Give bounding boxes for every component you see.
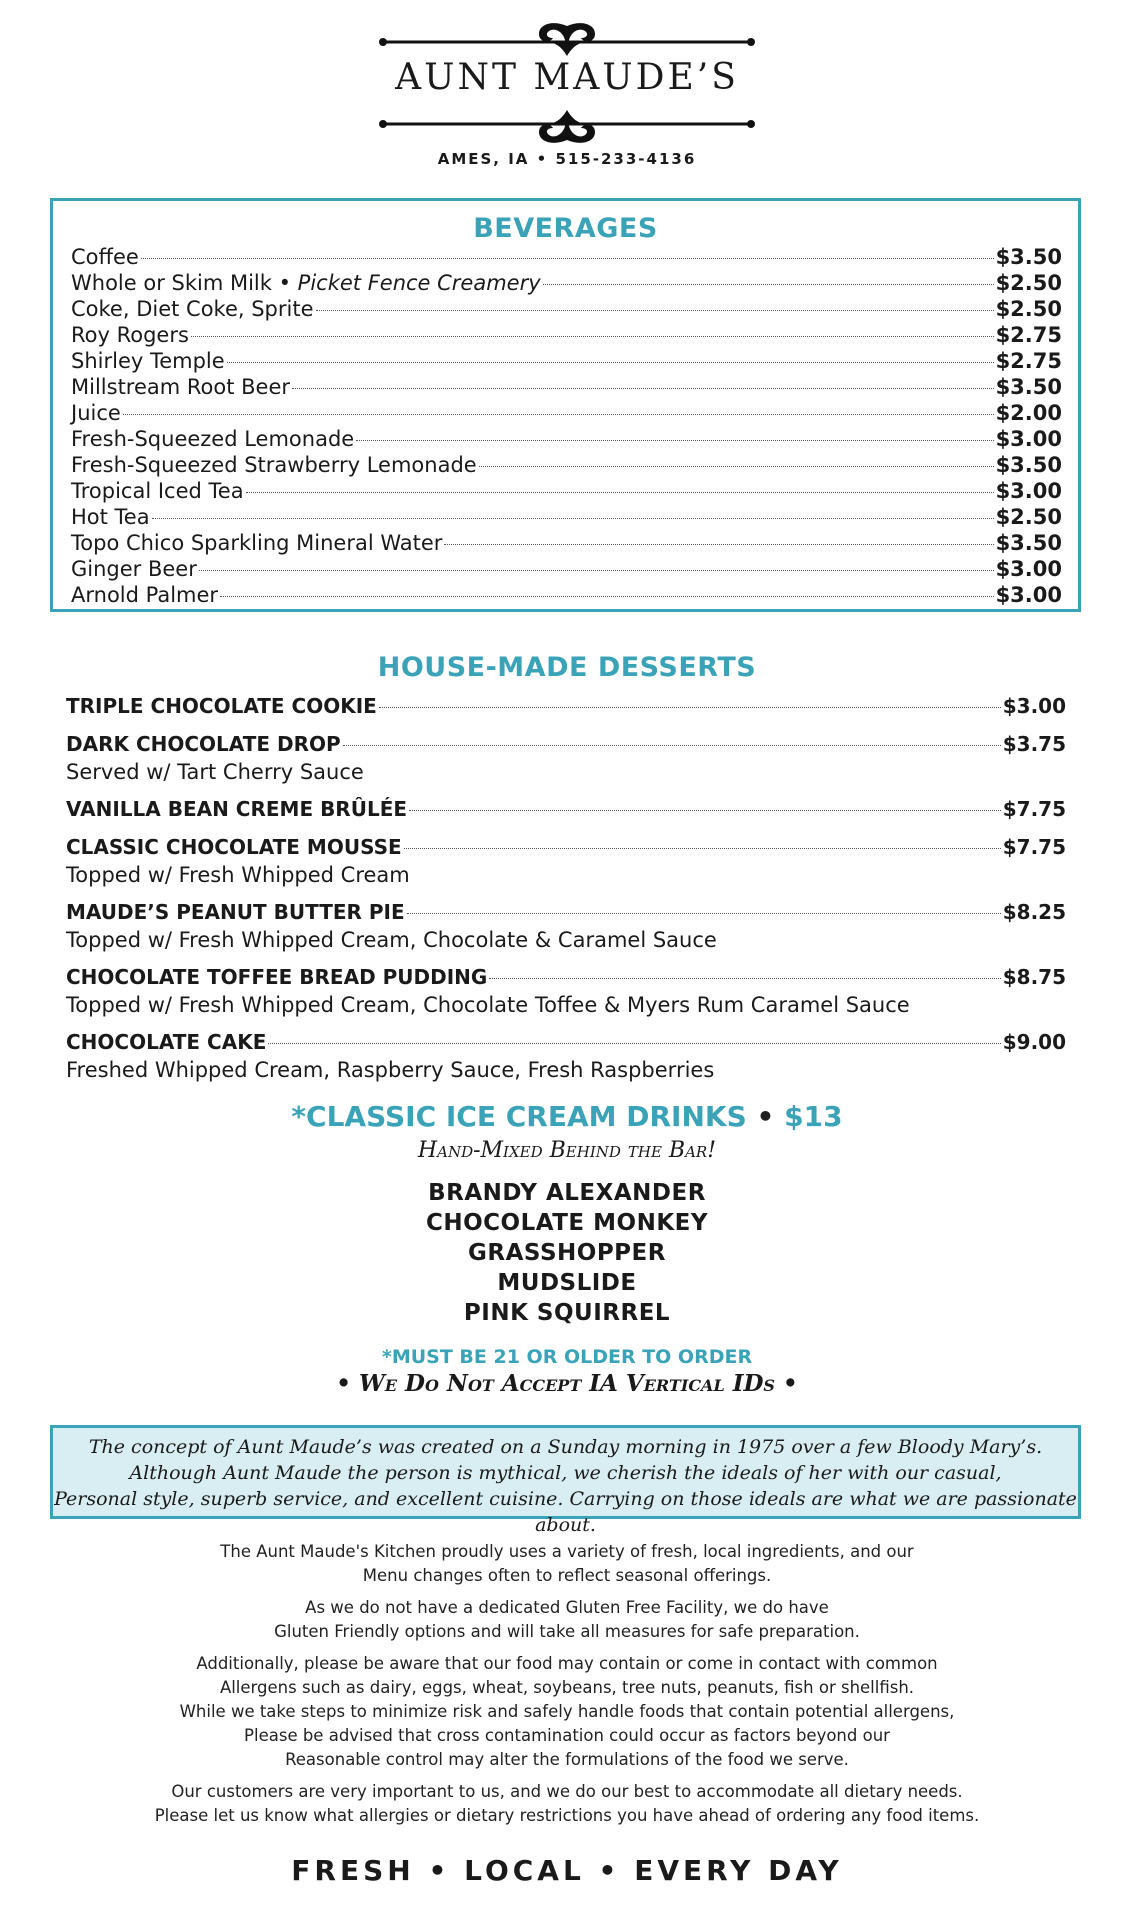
beverage-name: Fresh-Squeezed Lemonade (71, 427, 355, 451)
beverage-price: $3.50 (995, 245, 1062, 269)
logo (0, 18, 1134, 100)
kitchen-notes (0, 1540, 1134, 1836)
dessert-row (66, 1030, 1066, 1057)
beverage-price: $2.75 (995, 323, 1062, 347)
ice-cream-subtitle: Hand-Mixed Behind the Bar! (417, 1138, 717, 1163)
dessert-item (66, 965, 1066, 1019)
dessert-price: $8.75 (1002, 965, 1066, 989)
dessert-item (66, 835, 1066, 889)
notes-line: While we take steps to minimize risk and safely handle foods that contain potential allergens, (179, 1702, 955, 1721)
dessert-name: CHOCOLATE TOFFEE BREAD PUDDING (66, 965, 488, 989)
beverage-price: $2.00 (995, 401, 1062, 425)
notes-paragraph (0, 1596, 1134, 1644)
notes-paragraph (0, 1780, 1134, 1828)
notes-line: Gluten Friendly options and will take all measures for safe preparation. (274, 1622, 860, 1641)
beverage-price: $2.75 (995, 349, 1062, 373)
leader-dots (268, 1043, 1000, 1044)
dessert-description: Served w/ Tart Cherry Sauce (66, 760, 364, 784)
beverage-name: Coffee (71, 245, 139, 269)
leader-dots (479, 466, 994, 467)
leader-dots (409, 810, 1001, 811)
leader-dots (246, 492, 994, 493)
dessert-name: CHOCOLATE CAKE (66, 1030, 267, 1054)
leader-dots (407, 913, 1001, 914)
beverages-title: BEVERAGES (473, 213, 658, 244)
ice-cream-price: $13 (784, 1100, 843, 1133)
dessert-price: $8.25 (1002, 900, 1066, 924)
restaurant-name: AUNT MAUDE’S (395, 57, 739, 98)
beverage-name: Coke, Diet Coke, Sprite (71, 297, 314, 321)
story-box (50, 1425, 1081, 1536)
leader-dots (123, 414, 994, 415)
dessert-item (66, 732, 1066, 786)
id-notice: • We Do Not Accept IA Vertical IDs • (336, 1370, 798, 1397)
beverage-item (71, 531, 1062, 557)
notes-line: Menu changes often to reflect seasonal offerings. (362, 1566, 772, 1585)
beverage-price: $2.50 (995, 297, 1062, 321)
beverage-item (71, 297, 1062, 323)
dessert-price: $3.00 (1002, 694, 1066, 718)
story-line: Although Aunt Maude the person is mythical, we cherish the ideals of her with our casual, (129, 1462, 1002, 1484)
notes-line: Our customers are very important to us, and we do our best to accommodate all dietary needs. (171, 1782, 963, 1801)
beverage-price: $2.50 (995, 271, 1062, 295)
notes-paragraph (0, 1652, 1134, 1772)
story-line: Personal style, superb service, and excellent cuisine. Carrying on those ideals are what we are passionate about. (54, 1488, 1077, 1536)
beverage-price: $3.00 (995, 427, 1062, 451)
leader-dots (220, 596, 994, 597)
beverage-name: Hot Tea (71, 505, 150, 529)
dessert-price: $7.75 (1002, 835, 1066, 859)
beverage-item (71, 349, 1062, 375)
beverage-price: $3.50 (995, 375, 1062, 399)
dessert-description: Topped w/ Fresh Whipped Cream (66, 863, 410, 887)
title-separator: • (756, 1100, 775, 1133)
age-notice: *MUST BE 21 OR OLDER TO ORDER (381, 1346, 753, 1368)
beverage-item (71, 479, 1062, 505)
dessert-row (66, 732, 1066, 759)
leader-dots (404, 848, 1001, 849)
beverage-item (71, 323, 1062, 349)
leader-dots (379, 707, 1001, 708)
notes-line: Please let us know what allergies or dietary restrictions you have ahead of ordering any food items. (154, 1806, 980, 1825)
leader-dots (356, 440, 993, 441)
beverage-name: Shirley Temple (71, 349, 225, 373)
beverage-item (71, 427, 1062, 453)
notes-line: As we do not have a dedicated Gluten Free Facility, we do have (305, 1598, 829, 1617)
beverage-name: Roy Rogers (71, 323, 189, 347)
leader-dots (292, 388, 994, 389)
desserts-title: HOUSE-MADE DESSERTS (377, 652, 757, 683)
beverage-price: $3.50 (995, 531, 1062, 555)
dessert-item (66, 1030, 1066, 1084)
dessert-price: $7.75 (1002, 797, 1066, 821)
beverage-name: Fresh-Squeezed Strawberry Lemonade (71, 453, 477, 477)
beverage-name: Juice (71, 401, 121, 425)
ice-cream-drink: GRASSHOPPER (468, 1240, 666, 1266)
dessert-row (66, 900, 1066, 927)
leader-dots (199, 570, 994, 571)
dessert-row (66, 694, 1066, 721)
dessert-name: CLASSIC CHOCOLATE MOUSSE (66, 835, 402, 859)
leader-dots (444, 544, 993, 545)
beverage-item (71, 401, 1062, 427)
beverage-name: Whole or Skim Milk • Picket Fence Creamery (71, 271, 541, 295)
dessert-name: DARK CHOCOLATE DROP (66, 732, 341, 756)
beverage-price: $3.00 (995, 583, 1062, 607)
notes-line: Allergens such as dairy, eggs, wheat, soybeans, tree nuts, peanuts, fish or shellfish. (219, 1678, 915, 1697)
ice-cream-drink: BRANDY ALEXANDER (428, 1180, 706, 1206)
notes-line: Please be advised that cross contamination could occur as factors beyond our (244, 1726, 890, 1745)
leader-dots (316, 310, 994, 311)
leader-dots (543, 284, 994, 285)
dessert-item (66, 900, 1066, 954)
story-line: The concept of Aunt Maude’s was created on a Sunday morning in 1975 over a few Bloody Mary’s. (88, 1436, 1043, 1458)
leader-dots (191, 336, 994, 337)
ice-cream-drinks-title (0, 1100, 1134, 1133)
dessert-item (66, 797, 1066, 824)
beverage-name: Topo Chico Sparkling Mineral Water (71, 531, 443, 555)
beverage-item (71, 557, 1062, 583)
beverage-price: $3.00 (995, 479, 1062, 503)
dessert-description: Topped w/ Fresh Whipped Cream, Chocolate Toffee & Myers Rum Caramel Sauce (66, 993, 910, 1017)
leader-dots (343, 745, 1001, 746)
beverages-list (71, 245, 1062, 609)
beverage-item (71, 583, 1062, 609)
ice-cream-drink: PINK SQUIRREL (463, 1300, 671, 1326)
dessert-name: VANILLA BEAN CREME BRÛLÉE (66, 797, 408, 821)
ice-cream-drink: MUDSLIDE (497, 1270, 637, 1296)
beverages-section (50, 198, 1081, 612)
beverage-name: Ginger Beer (71, 557, 197, 581)
dessert-description: Topped w/ Fresh Whipped Cream, Chocolate & Caramel Sauce (66, 928, 717, 952)
notes-line: Additionally, please be aware that our food may contain or come in contact with common (196, 1654, 938, 1673)
dessert-name: MAUDE’S PEANUT BUTTER PIE (66, 900, 405, 924)
beverage-price: $3.00 (995, 557, 1062, 581)
dessert-row (66, 835, 1066, 862)
notes-line: The Aunt Maude's Kitchen proudly uses a variety of fresh, local ingredients, and our (220, 1542, 914, 1561)
tagline: FRESH • LOCAL • EVERY DAY (291, 1854, 843, 1887)
dessert-item (66, 694, 1066, 721)
notes-paragraph (0, 1540, 1134, 1588)
dessert-price: $9.00 (1002, 1030, 1066, 1054)
dessert-row (66, 965, 1066, 992)
desserts-list (66, 694, 1066, 1095)
dessert-description: Freshed Whipped Cream, Raspberry Sauce, Fresh Raspberries (66, 1058, 715, 1082)
beverage-name: Arnold Palmer (71, 583, 219, 607)
beverage-name: Tropical Iced Tea (71, 479, 244, 503)
dessert-row (66, 797, 1066, 824)
beverage-note: Picket Fence Creamery (297, 271, 541, 295)
beverage-item (71, 375, 1062, 401)
ice-cream-title-text: *CLASSIC ICE CREAM DRINKS (291, 1100, 747, 1133)
notes-line: Reasonable control may alter the formulations of the food we serve. (285, 1750, 849, 1769)
ice-cream-drink: CHOCOLATE MONKEY (425, 1210, 709, 1236)
leader-dots (489, 978, 1000, 979)
ice-cream-drinks-list (0, 1178, 1134, 1328)
beverage-price: $3.50 (995, 453, 1062, 477)
leader-dots (227, 362, 994, 363)
leader-dots (152, 518, 994, 519)
dessert-name: TRIPLE CHOCOLATE COOKIE (66, 694, 377, 718)
beverage-price: $2.50 (995, 505, 1062, 529)
beverage-item (71, 245, 1062, 271)
beverage-item (71, 453, 1062, 479)
dessert-price: $3.75 (1002, 732, 1066, 756)
beverage-item (71, 505, 1062, 531)
beverage-item (71, 271, 1062, 297)
leader-dots (141, 258, 994, 259)
location-phone: AMES, IA • 515-233-4136 (437, 150, 697, 168)
beverage-name: Millstream Root Beer (71, 375, 291, 399)
